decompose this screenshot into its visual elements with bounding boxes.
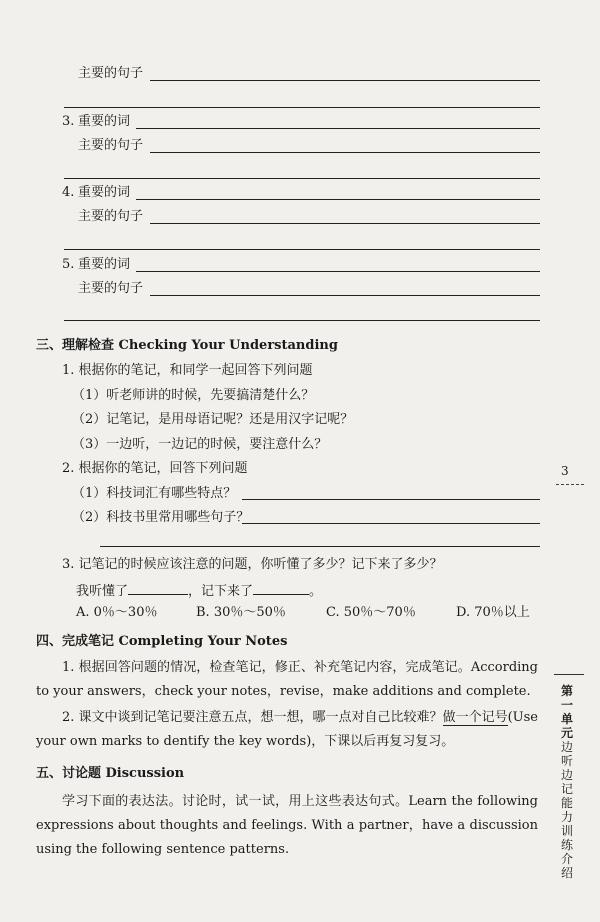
question-1c: （3）一边听，一边记的时候，要注意什么？ [72, 437, 328, 452]
discussion-paragraph: 学习下面的表达法。讨论时，试一试，用上这些表达句式。Learn the following expressions about thoughts and feelings. With a partner，have a discussion using the following sentence patterns. [36, 794, 538, 857]
section-heading-discussion: 五、讨论题 Discussion [36, 766, 185, 781]
main-sentence-label: 主要的句子 [78, 66, 144, 81]
completing-paragraph-1: 1. 根据回答问题的情况，检查笔记，修正、补充笔记内容，完成笔记。According to your answers，check your notes，revise，make additions and complete. [36, 660, 538, 699]
answer-line[interactable] [242, 499, 540, 500]
question-2: 2. 根据你的笔记，回答下列问题 [62, 461, 248, 476]
answer-line[interactable] [150, 80, 540, 81]
key-word-label: 重要的词 [78, 257, 131, 272]
option-b[interactable]: B. 30％～50％ [196, 605, 286, 620]
option-d[interactable]: D. 70％以上 [456, 605, 530, 620]
main-sentence-label: 主要的句子 [78, 209, 144, 224]
question-1b: （2）记笔记，是用母语记呢？还是用汉字记呢？ [72, 412, 354, 427]
completing-p2-underlined: 做一个记号 [442, 710, 508, 725]
answer-line[interactable] [100, 546, 540, 547]
main-sentence-label: 主要的句子 [78, 281, 144, 296]
recorded-blank[interactable] [253, 581, 309, 595]
question-1a: （1）听老师讲的时候，先要搞清楚什么？ [72, 388, 315, 403]
option-c[interactable]: C. 50％～70％ [326, 605, 416, 620]
answer-line[interactable] [136, 128, 540, 129]
question-2b: （2）科技书里常用哪些句子？ [72, 510, 250, 525]
answer-line[interactable] [242, 523, 540, 524]
key-word-label: 重要的词 [78, 185, 131, 200]
answer-line[interactable] [136, 271, 540, 272]
question-3-fill [76, 581, 322, 600]
question-3: 3. 记笔记的时候应该注意的问题，你听懂了多少？记下来了多少？ [62, 557, 443, 572]
unit-label: 第一单元 [560, 684, 573, 740]
unit-title: 边听边记能力训练介绍 [560, 740, 573, 880]
item-number: 4. [62, 185, 75, 200]
completing-p2-text: 2. 课文中谈到记笔记要注意五点，想一想，哪一点对自己比较难？ [62, 710, 443, 725]
answer-line[interactable] [64, 320, 540, 321]
page-number: 3 [561, 464, 569, 478]
completing-paragraph-2 [36, 706, 538, 754]
key-word-label: 重要的词 [78, 114, 131, 129]
section-heading-checking: 三、理解检查 Checking Your Understanding [36, 338, 338, 353]
question-2a: （1）科技词汇有哪些特点？ [72, 486, 237, 501]
answer-line[interactable] [150, 223, 540, 224]
completing-p2-rest: (Use your own marks to dentify the key words)，下课以后再复习复习。 [36, 710, 538, 749]
answer-line[interactable] [136, 199, 540, 200]
answer-line[interactable] [150, 295, 540, 296]
item-number: 3. [62, 114, 75, 129]
main-sentence-label: 主要的句子 [78, 138, 144, 153]
question-1: 1. 根据你的笔记，和同学一起回答下列问题 [62, 363, 313, 378]
recorded-label: ，记下来了 [188, 584, 254, 599]
understood-label: 我听懂了 [76, 584, 129, 599]
answer-line[interactable] [150, 152, 540, 153]
period: 。 [309, 584, 323, 599]
understood-blank[interactable] [128, 581, 188, 595]
item-number: 5. [62, 257, 75, 272]
section-heading-completing: 四、完成笔记 Completing Your Notes [36, 634, 288, 649]
answer-line[interactable] [64, 107, 540, 108]
option-a[interactable]: A. 0％～30％ [76, 605, 158, 620]
sidebar-divider [556, 484, 584, 485]
answer-line[interactable] [64, 178, 540, 179]
sidebar-rule [554, 674, 584, 675]
answer-line[interactable] [64, 249, 540, 250]
